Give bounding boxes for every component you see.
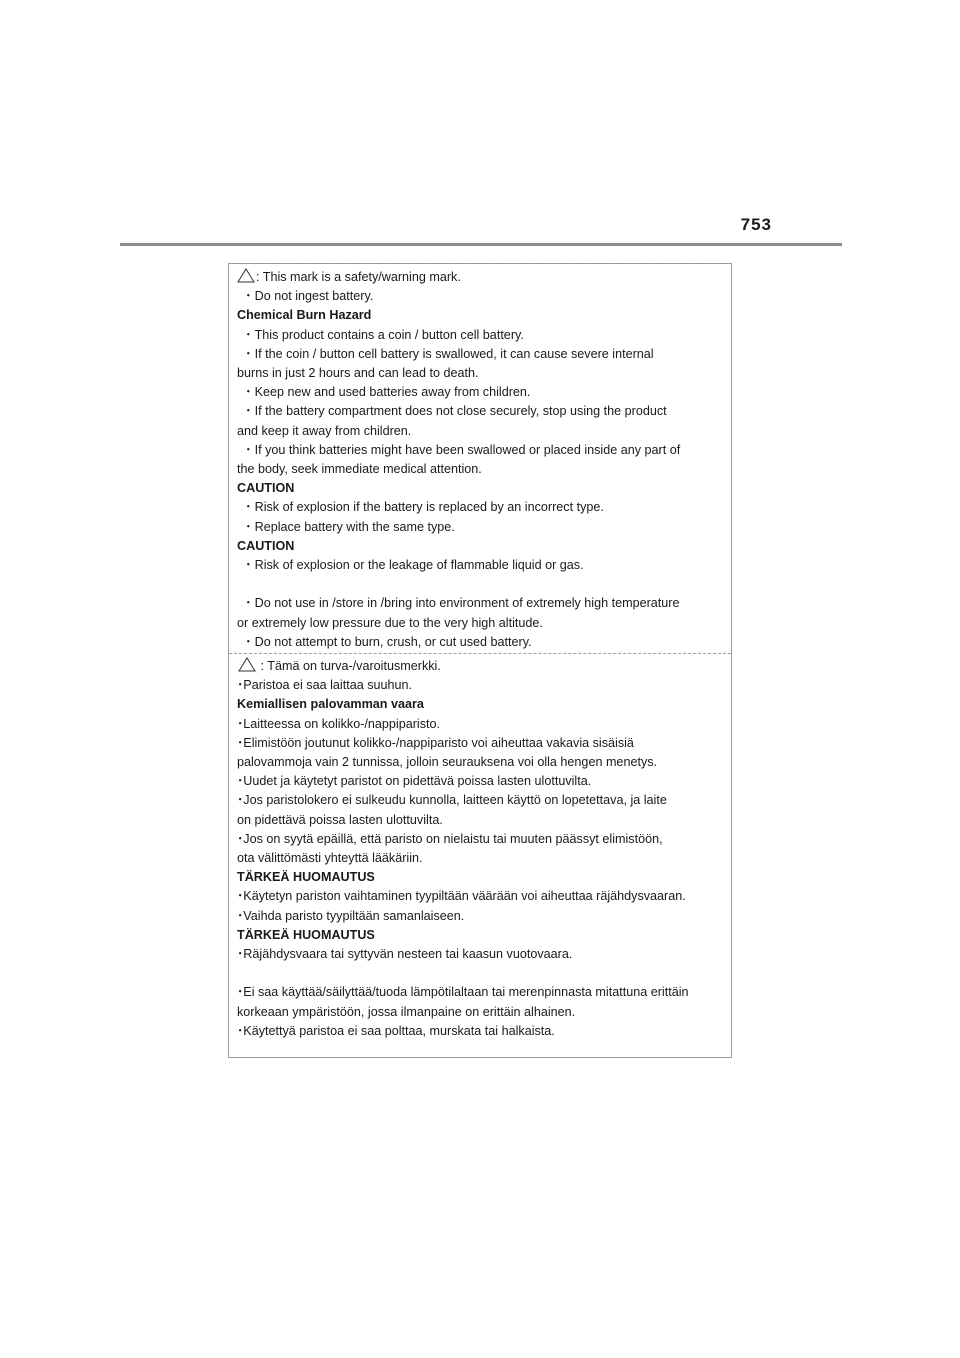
warning-mark-text: : Tämä on turva-/varoitusmerkki. xyxy=(257,659,441,673)
page-number: 753 xyxy=(740,215,772,234)
text-line: ・Do not use in /store in /bring into environment of extremely high temperature xyxy=(242,596,680,611)
text-line: ・Do not attempt to burn, crush, or cut used battery. xyxy=(242,634,532,649)
text-line: ･Paristoa ei saa laittaa suuhun. xyxy=(237,678,413,693)
text-line: ・This product contains a coin / button cell battery. xyxy=(242,327,524,342)
text-line: ota välittömästi yhteyttä lääkäriin. xyxy=(237,851,423,866)
text-line: ･Vaihda paristo tyypiltään samanlaiseen. xyxy=(237,908,465,923)
text-line: ・Risk of explosion if the battery is replaced by an incorrect type. xyxy=(242,500,604,515)
text-line: the body, seek immediate medical attention. xyxy=(237,462,482,477)
blank-line xyxy=(237,575,727,594)
section-heading: TÄRKEÄ HUOMAUTUS xyxy=(237,870,375,885)
text-line: ・If the battery compartment does not close securely, stop using the product xyxy=(242,404,667,419)
section-divider xyxy=(229,653,731,654)
text-line: ・Risk of explosion or the leakage of flammable liquid or gas. xyxy=(242,558,584,573)
text-line: ･Laitteessa on kolikko-/nappiparisto. xyxy=(237,716,441,731)
warning-triangle-icon xyxy=(238,657,256,672)
section-heading: CAUTION xyxy=(237,481,295,496)
section-heading: TÄRKEÄ HUOMAUTUS xyxy=(237,927,375,942)
text-line: ･Käytettyä paristoa ei saa polttaa, murskata tai halkaista. xyxy=(237,1023,555,1038)
warning-mark-line xyxy=(237,657,727,676)
text-line: and keep it away from children. xyxy=(237,423,412,438)
text-line: ･Jos paristolokero ei sulkeudu kunnolla, laitteen käyttö on lopetettava, ja laite xyxy=(237,793,667,808)
text-line: ・Keep new and used batteries away from children. xyxy=(242,385,531,400)
text-line: on pidettävä poissa lasten ulottuvilta. xyxy=(237,812,443,827)
text-line: ・Do not ingest battery. xyxy=(242,289,374,304)
text-line: palovammoja vain 2 tunnissa, jolloin seurauksena voi olla hengen menetys. xyxy=(237,755,658,770)
text-line: ･Jos on syytä epäillä, että paristo on nielaistu tai muuten päässyt elimistöön, xyxy=(237,831,663,846)
text-line: ･Elimistöön joutunut kolikko-/nappiparisto voi aiheuttaa vakavia sisäisiä xyxy=(237,735,634,750)
text-line: ･Uudet ja käytetyt paristot on pidettävä poissa lasten ulottuvilta. xyxy=(237,774,592,789)
text-line: ・If you think batteries might have been swallowed or placed inside any part of xyxy=(242,442,681,457)
top-dashed-border xyxy=(229,263,731,264)
blank-line xyxy=(237,964,727,983)
header-rule xyxy=(120,243,842,246)
section-heading: Kemiallisen palovamman vaara xyxy=(237,697,424,712)
warning-triangle-icon xyxy=(237,268,255,283)
warning-mark-line xyxy=(237,268,727,287)
warning-mark-text: : This mark is a safety/warning mark. xyxy=(256,270,461,284)
text-line: ･Käytetyn pariston vaihtaminen tyypiltään väärään voi aiheuttaa räjähdysvaaran. xyxy=(237,889,686,904)
text-line: ･Räjähdysvaara tai syttyvän nesteen tai kaasun vuotovaara. xyxy=(237,947,573,962)
text-line: or extremely low pressure due to the very high altitude. xyxy=(237,615,543,630)
english-warning-section xyxy=(237,268,727,652)
section-heading: CAUTION xyxy=(237,538,295,553)
text-line: burns in just 2 hours and can lead to death. xyxy=(237,366,479,381)
section-heading: Chemical Burn Hazard xyxy=(237,308,372,323)
text-line: korkeaan ympäristöön, jossa ilmanpaine on erittäin alhainen. xyxy=(237,1004,576,1019)
finnish-warning-section xyxy=(237,657,727,1041)
text-line: ･Ei saa käyttää/säilyttää/tuoda lämpötilaltaan tai merenpinnasta mitattuna erittäin xyxy=(237,985,689,1000)
text-line: ・If the coin / button cell battery is swallowed, it can cause severe internal xyxy=(242,346,654,361)
text-line: ・Replace battery with the same type. xyxy=(242,519,455,534)
